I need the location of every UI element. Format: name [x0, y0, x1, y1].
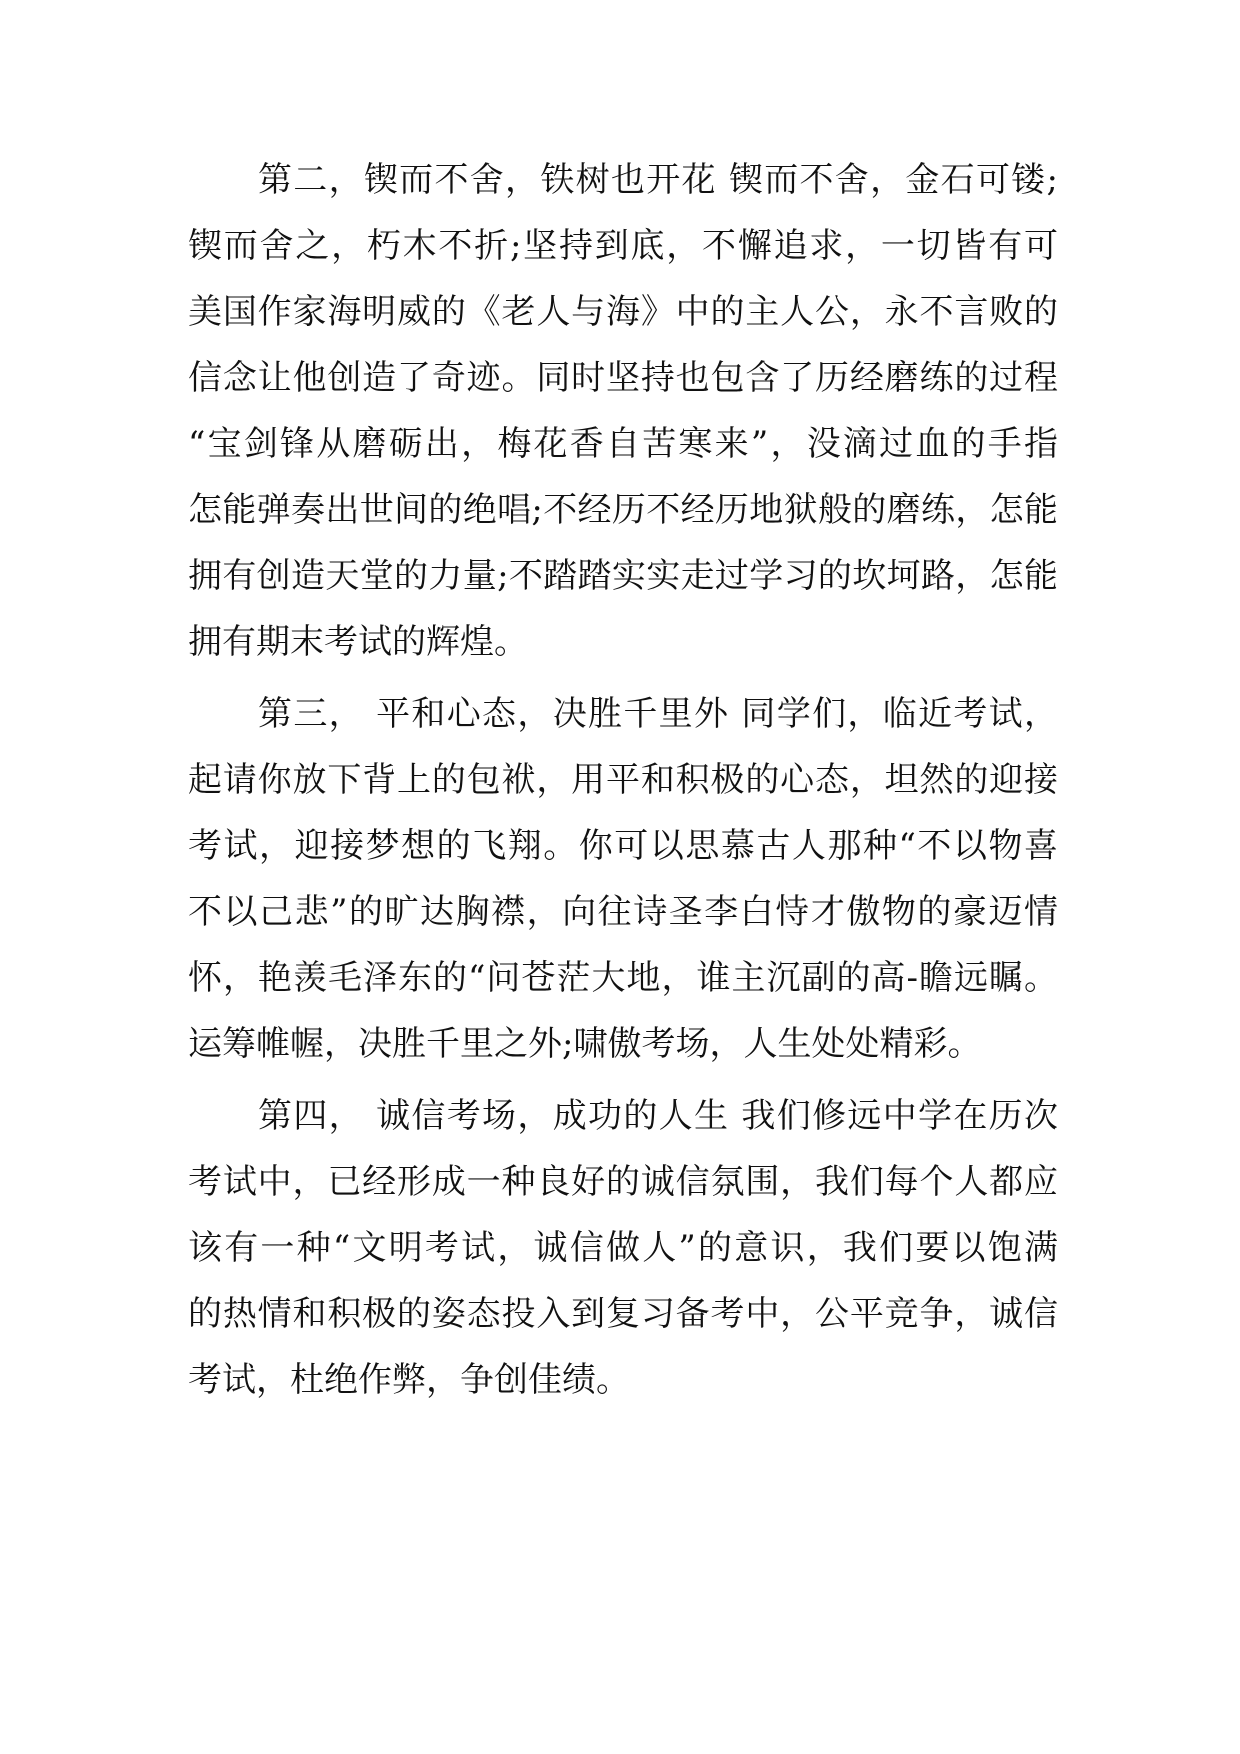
paragraph-2-line-2: 锲而舍之，朽木不折;坚持到底，不懈追求，一切皆有可 — [188, 226, 1058, 266]
paragraph-4-line-5: 考试，杜绝作弊，争创佳绩。 — [188, 1360, 630, 1400]
paragraph-2-line-3: 美国作家海明威的《老人与海》中的主人公，永不言败的 — [188, 292, 1058, 332]
paragraph-2-line-4: 信念让他创造了奇迹。同时坚持也包含了历经磨练的过程 — [188, 358, 1058, 398]
paragraph-2-line-6: 怎能弹奏出世间的绝唱;不经历不经历地狱般的磨练，怎能 — [188, 490, 1058, 530]
paragraph-2-line-1: 第二，锲而不舍，铁树也开花 锲而不舍，金石可镂; — [258, 160, 1058, 200]
paragraph-4-line-2: 考试中，已经形成一种良好的诚信氛围，我们每个人都应 — [188, 1162, 1058, 1202]
paragraph-3-line-3: 考试，迎接梦想的飞翔。你可以思慕古人那种“不以物喜 — [188, 826, 1058, 866]
paragraph-4-line-3: 该有一种“文明考试，诚信做人”的意识，我们要以饱满 — [188, 1228, 1058, 1268]
paragraph-3-line-6: 运筹帷幄，决胜千里之外;啸傲考场，人生处处精彩。 — [188, 1024, 982, 1064]
paragraph-2-line-7: 拥有创造天堂的力量;不踏踏实实走过学习的坎坷路，怎能 — [188, 556, 1058, 596]
paragraph-3-line-5: 怀，艳羡毛泽东的“问苍茫大地，谁主沉副的高-瞻远瞩。 — [188, 958, 1058, 998]
paragraph-3-line-2: 起请你放下背上的包袱，用平和积极的心态，坦然的迎接 — [188, 760, 1058, 800]
paragraph-3-line-4: 不以己悲”的旷达胸襟，向往诗圣李白恃才傲物的豪迈情 — [188, 892, 1058, 932]
paragraph-2-line-8: 拥有期末考试的辉煌。 — [188, 622, 528, 662]
paragraph-3-line-1: 第三， 平和心态，决胜千里外 同学们，临近考试， — [258, 694, 1058, 734]
paragraph-2-line-5: “宝剑锋从磨砺出，梅花香自苦寒来”，没滴过血的手指 — [188, 424, 1058, 464]
paragraph-4-line-1: 第四， 诚信考场，成功的人生 我们修远中学在历次 — [258, 1096, 1058, 1136]
paragraph-4-line-4: 的热情和积极的姿态投入到复习备考中，公平竞争，诚信 — [188, 1294, 1058, 1334]
